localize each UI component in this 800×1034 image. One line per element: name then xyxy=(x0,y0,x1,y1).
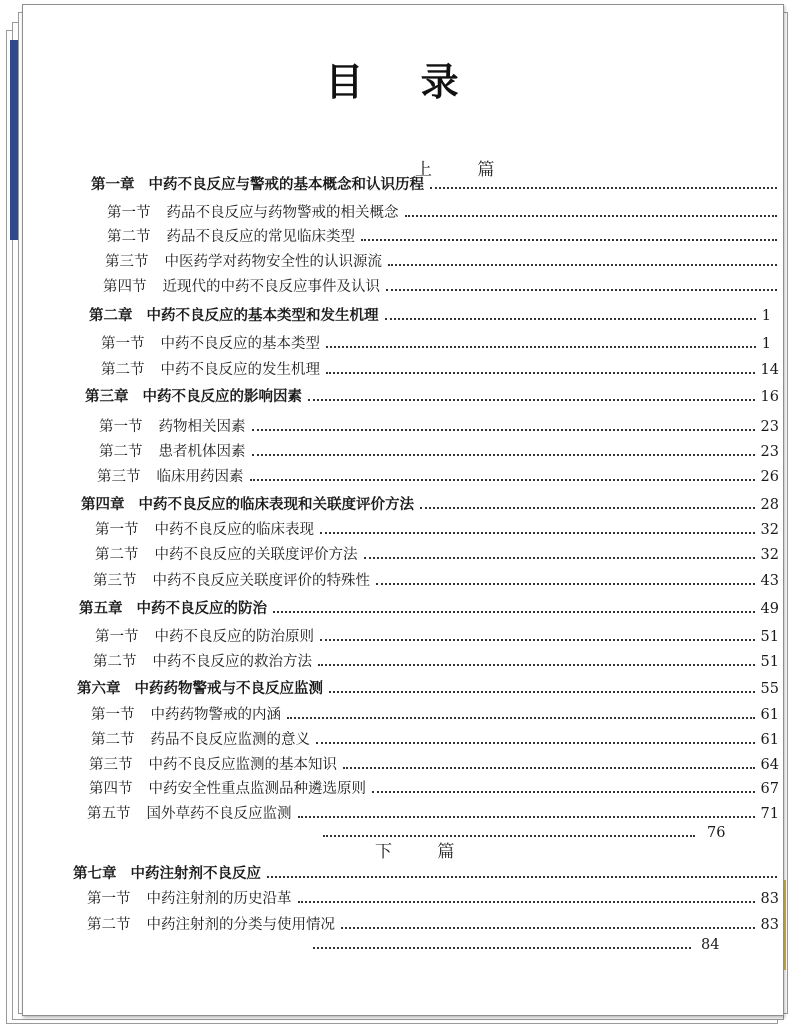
toc-dot-leader xyxy=(405,215,778,217)
toc-dot-leader xyxy=(372,791,755,793)
toc-number: 第三节 xyxy=(105,254,149,270)
toc-page-number: 14 xyxy=(760,362,779,378)
toc-section[interactable] xyxy=(93,650,779,670)
toc-number: 第四节 xyxy=(89,781,133,797)
toc-dot-leader xyxy=(316,742,755,744)
toc-dot-leader xyxy=(273,611,755,613)
toc-dot-leader xyxy=(298,901,755,903)
toc-title: 中药不良反应的基本类型 xyxy=(160,336,320,352)
toc-number: 第六章 xyxy=(77,681,121,697)
toc-dot-leader xyxy=(341,927,755,929)
toc-title: 临床用药因素 xyxy=(156,469,244,485)
toc-dot-leader xyxy=(323,835,695,837)
toc-section[interactable] xyxy=(101,358,779,378)
toc-page-number: 32 xyxy=(760,547,779,563)
toc-number: 第一节 xyxy=(95,522,139,538)
toc-dot-leader xyxy=(250,479,755,481)
page-title: 目 录 xyxy=(325,60,481,104)
toc-title: 中药不良反应的关联度评价方法 xyxy=(154,547,358,563)
toc-number: 第三章 xyxy=(85,389,129,405)
toc-title: 中药不良反应关联度评价的特殊性 xyxy=(152,573,370,589)
toc-section[interactable] xyxy=(105,250,783,270)
toc-title: 中药不良反应的防治原则 xyxy=(154,629,314,645)
toc-dot-leader xyxy=(320,532,755,534)
toc-dot-leader xyxy=(287,717,755,719)
toc-section[interactable] xyxy=(101,332,771,352)
part-heading-upper: 上 篇 xyxy=(415,160,515,180)
toc-section[interactable] xyxy=(95,518,779,538)
toc-chapter[interactable] xyxy=(79,597,779,617)
toc-page-number: 23 xyxy=(760,444,779,460)
toc-number: 第三节 xyxy=(89,757,133,773)
toc-section[interactable] xyxy=(97,465,779,485)
part-heading-lower: 下 篇 xyxy=(375,842,475,862)
toc-page-number: 71 xyxy=(760,806,779,822)
toc-title: 中医药学对药物安全性的认识源流 xyxy=(164,254,382,270)
toc-dot-leader xyxy=(361,239,777,241)
toc-section[interactable] xyxy=(99,415,779,435)
toc-number: 第五节 xyxy=(87,806,131,822)
toc-title: 中药不良反应的临床表现 xyxy=(154,522,314,538)
toc-number: 第四节 xyxy=(103,279,147,295)
toc-page-number: 83 xyxy=(760,917,779,933)
toc-number: 第二节 xyxy=(99,444,143,460)
toc-title: 药品不良反应与药物警戒的相关概念 xyxy=(166,205,399,221)
toc-chapter[interactable] xyxy=(73,862,783,882)
toc-title: 中药不良反应的影响因素 xyxy=(142,389,302,405)
toc-page-number: 23 xyxy=(760,419,779,435)
toc-section[interactable] xyxy=(93,569,779,589)
toc-number: 第二节 xyxy=(93,654,137,670)
toc-number: 第一节 xyxy=(91,707,135,723)
toc-number: 第五章 xyxy=(79,601,123,617)
toc-title: 中药药物警戒的内涵 xyxy=(150,707,281,723)
toc-section[interactable] xyxy=(103,275,783,295)
toc-section[interactable] xyxy=(87,802,779,822)
toc-page-number: 64 xyxy=(760,757,779,773)
toc-dot-leader xyxy=(313,947,691,949)
toc-section[interactable] xyxy=(89,777,779,797)
toc-dot-leader xyxy=(420,507,755,509)
toc-chapter[interactable] xyxy=(89,304,771,324)
toc-chapter[interactable] xyxy=(77,677,779,697)
toc-dot-leader xyxy=(267,876,777,878)
toc-page-number: 51 xyxy=(760,654,779,670)
toc-section[interactable] xyxy=(95,625,779,645)
toc-title: 药品不良反应的常见临床类型 xyxy=(166,229,355,245)
toc-section[interactable] xyxy=(89,753,779,773)
toc-page-number: 61 xyxy=(760,707,779,723)
toc-number: 第一节 xyxy=(101,336,145,352)
toc-title: 中药不良反应与警戒的基本概念和认识历程 xyxy=(148,177,424,193)
toc-title: 近现代的中药不良反应事件及认识 xyxy=(162,279,380,295)
toc-number: 第一节 xyxy=(99,419,143,435)
toc-page-number: 16 xyxy=(760,389,779,405)
toc-title: 国外草药不良反应监测 xyxy=(146,806,292,822)
toc-page-number: 28 xyxy=(760,497,779,513)
toc-page-number: 1 xyxy=(761,336,771,352)
toc-title: 中药不良反应的基本类型和发生机理 xyxy=(146,308,379,324)
toc-dot-leader xyxy=(430,187,777,189)
toc-number: 第一节 xyxy=(95,629,139,645)
toc-page-number: 76 xyxy=(707,825,726,841)
toc-title: 中药安全性重点监测品种遴选原则 xyxy=(148,781,366,797)
toc-page-number: 26 xyxy=(760,469,779,485)
toc-section[interactable] xyxy=(87,913,779,933)
toc-page-number: 61 xyxy=(760,732,779,748)
toc-number: 第三节 xyxy=(97,469,141,485)
toc-dot-leader xyxy=(308,399,755,401)
toc-page xyxy=(22,4,784,1016)
toc-page-number: 55 xyxy=(760,681,779,697)
toc-number: 第二节 xyxy=(95,547,139,563)
toc-page-number: 49 xyxy=(760,601,779,617)
toc-dot-leader xyxy=(329,691,755,693)
toc-section[interactable] xyxy=(91,728,779,748)
toc-number: 第一章 xyxy=(91,177,135,193)
toc-page-number: 51 xyxy=(760,629,779,645)
toc-section[interactable] xyxy=(91,703,779,723)
toc-number: 第二节 xyxy=(107,229,151,245)
toc-number: 第一节 xyxy=(87,891,131,907)
toc-page-number: 84 xyxy=(701,937,720,953)
toc-title: 中药注射剂不良反应 xyxy=(130,866,261,882)
toc-title: 患者机体因素 xyxy=(158,444,246,460)
toc-dot-leader xyxy=(376,583,755,585)
toc-number: 第三节 xyxy=(93,573,137,589)
toc-title: 药品不良反应监测的意义 xyxy=(150,732,310,748)
toc-chapter[interactable] xyxy=(91,173,783,193)
toc-dot-leader xyxy=(343,767,755,769)
toc-dot-leader xyxy=(326,372,755,374)
toc-dot-leader xyxy=(326,346,756,348)
toc-dot-leader xyxy=(320,639,755,641)
toc-dot-leader xyxy=(388,264,777,266)
toc-title: 中药药物警戒与不良反应监测 xyxy=(134,681,323,697)
toc-number: 第七章 xyxy=(73,866,117,882)
toc-title: 中药不良反应的临床表现和关联度评价方法 xyxy=(138,497,414,513)
toc-number: 第四章 xyxy=(81,497,125,513)
toc-number: 第二节 xyxy=(87,917,131,933)
toc-section[interactable] xyxy=(107,225,783,245)
toc-chapter[interactable] xyxy=(85,385,779,405)
toc-page-number: 32 xyxy=(760,522,779,538)
toc-number: 第二节 xyxy=(101,362,145,378)
toc-dot-leader xyxy=(298,816,755,818)
toc-dot-leader xyxy=(252,429,755,431)
toc-number: 第二章 xyxy=(89,308,133,324)
toc-page-number: 1 xyxy=(761,308,771,324)
toc-dot-leader xyxy=(364,557,755,559)
toc-dot-leader xyxy=(252,454,755,456)
toc-section[interactable] xyxy=(107,201,783,221)
toc-section[interactable] xyxy=(99,440,779,460)
toc-title: 中药注射剂的历史沿革 xyxy=(146,891,292,907)
toc-number: 第一节 xyxy=(107,205,151,221)
toc-page-number: 43 xyxy=(760,573,779,589)
toc-dot-leader xyxy=(386,289,777,291)
toc-title: 中药不良反应的防治 xyxy=(136,601,267,617)
toc-section[interactable] xyxy=(95,543,779,563)
toc-page-number: 83 xyxy=(760,891,779,907)
toc-title: 中药不良反应监测的基本知识 xyxy=(148,757,337,773)
toc-section[interactable] xyxy=(87,887,779,907)
toc-dot-leader xyxy=(318,664,755,666)
toc-title: 中药不良反应的救治方法 xyxy=(152,654,312,670)
toc-chapter[interactable] xyxy=(81,493,779,513)
toc-title: 中药不良反应的发生机理 xyxy=(160,362,320,378)
toc-number: 第二节 xyxy=(91,732,135,748)
toc-title: 药物相关因素 xyxy=(158,419,246,435)
toc-dot-leader xyxy=(385,318,756,320)
toc-title: 中药注射剂的分类与使用情况 xyxy=(146,917,335,933)
toc-page-number: 67 xyxy=(760,781,779,797)
